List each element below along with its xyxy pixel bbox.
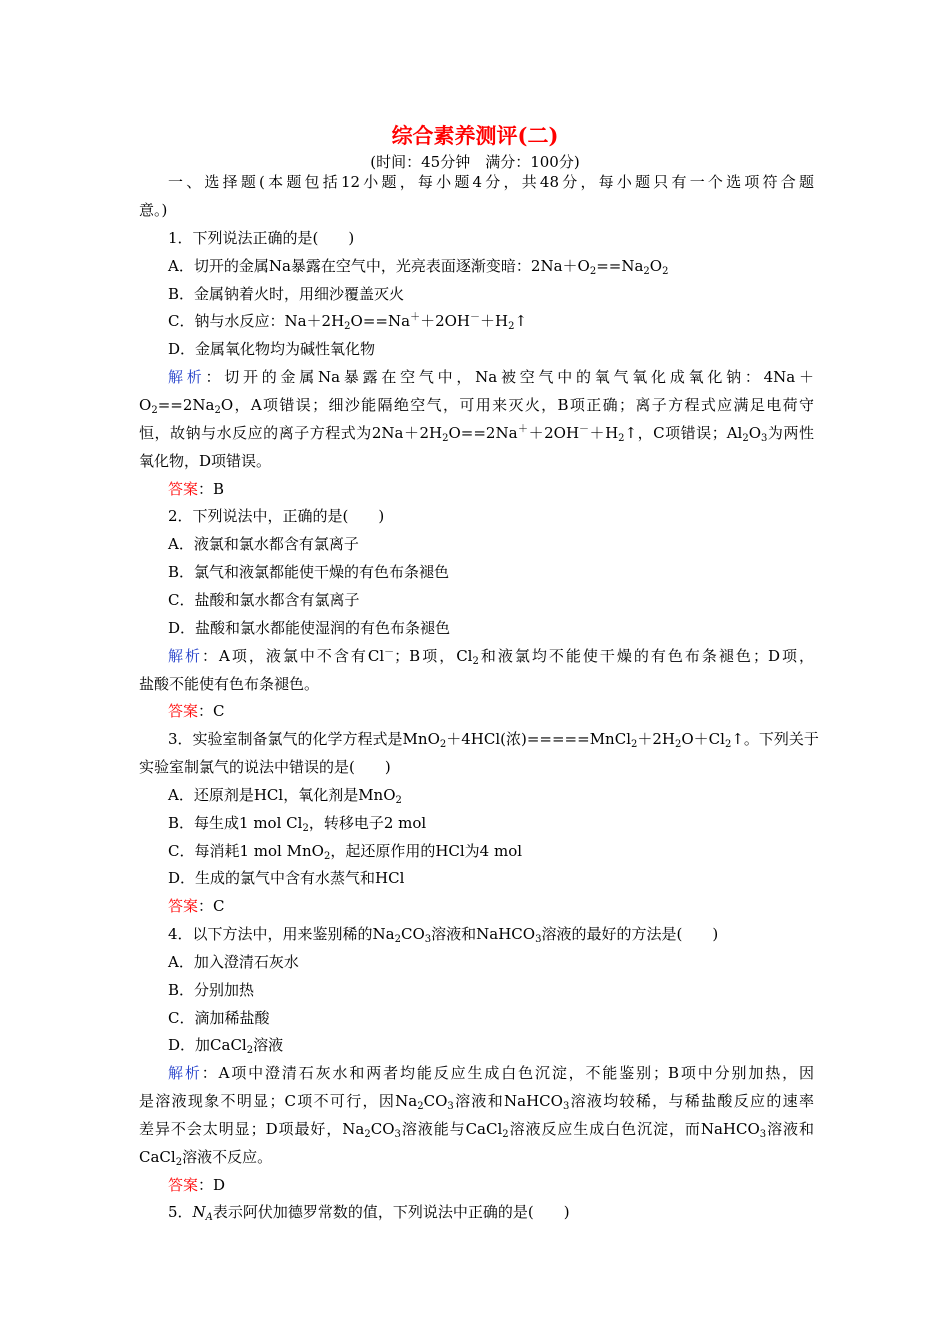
q1-stem: 1．下列说法正确的是( ) <box>168 229 355 247</box>
q2-stem: 2．下列说法中，正确的是( ) <box>168 507 385 525</box>
explanation-label: 解析 <box>168 647 203 665</box>
q1-explanation-line4: 氧化物，D项错误。 <box>139 452 272 470</box>
q1-explanation-line3: 恒，故钠与水反应的离子方程式为$2Na+2H_2O==2Na^++2OH^-+H_2↑$，C项错误；$Al_2O_3$为两性 <box>139 424 814 444</box>
section-heading-line1: 一、选择题(本题包括12小题，每小题4分，共48分，每小题只有一个选项符合题 <box>168 173 814 191</box>
q4-option-a: A．加入澄清石灰水 <box>168 953 299 971</box>
q4-explanation-line4: CaCl$_2$溶液不反应。 <box>139 1148 273 1168</box>
q3-answer: 答案：C <box>168 897 225 915</box>
q4-option-c: C．滴加稀盐酸 <box>168 1009 270 1027</box>
q2-explanation-line2: 盐酸不能使有色布条褪色。 <box>139 675 320 693</box>
q3-option-c: C．每消耗1 mol MnO$_2$，起还原作用的HCl为4 mol <box>168 842 523 862</box>
exam-meta: (时间：45分钟 满分：100分) <box>370 153 580 171</box>
q1-answer: 答案：B <box>168 480 225 498</box>
q4-answer: 答案：D <box>168 1176 226 1194</box>
q1-option-c: C．钠与水反应：$Na+2H_2O==Na^++2OH^-+H_2↑$ <box>168 312 528 332</box>
q1-option-a: A．切开的金属Na暴露在空气中，光亮表面逐渐变暗：$2Na+O_2==Na_2O_2$ <box>168 257 669 277</box>
answer-label: 答案 <box>168 1176 199 1194</box>
q3-option-b: B．每生成1 mol $Cl_2$，转移电子2 mol <box>168 814 427 834</box>
q1-option-d: D．金属氧化物均为碱性氧化物 <box>168 340 376 358</box>
q4-option-d: D．加CaCl$_2$溶液 <box>168 1036 284 1056</box>
q2-option-a: A．液氯和氯水都含有氯离子 <box>168 535 359 553</box>
q3-option-d: D．生成的氯气中含有水蒸气和HCl <box>168 869 405 887</box>
q4-explanation-line3: 差异不会太明显；D项最好，$Na_2CO_3$溶液能与CaCl$_2$溶液反应生成白色沉淀，而NaHCO$_3$溶液和 <box>139 1120 814 1140</box>
answer-label: 答案 <box>168 480 199 498</box>
q3-stem-line1: 3．实验室制备氯气的化学方程式是MnO$_2$＋4HCl(浓)$=====MnCl_2+2H_2O+Cl_2↑$。下列关于 <box>168 730 819 750</box>
explanation-label: 解析 <box>168 1064 202 1082</box>
q3-stem-line2: 实验室制氯气的说法中错误的是( ) <box>139 758 391 776</box>
explanation-label: 解析 <box>168 368 206 386</box>
q1-explanation-line1: 解析：切开的金属Na暴露在空气中，Na被空气中的氧气氧化成氧化钠：4Na＋ <box>168 368 814 386</box>
section-heading-line2: 意。) <box>139 201 168 219</box>
q4-stem: 4．以下方法中，用来鉴别稀的$Na_2CO_3$溶液和NaHCO$_3$溶液的最好的方法是( ) <box>168 925 719 945</box>
q3-option-a: A．还原剂是HCl，氧化剂是MnO$_2$ <box>168 786 402 806</box>
q4-explanation-line2: 是溶液现象不明显；C项不可行，因$Na_2CO_3$溶液和NaHCO$_3$溶液均较稀，与稀盐酸反应的速率 <box>139 1092 814 1112</box>
page-title: 综合素养测评(二) <box>391 123 559 148</box>
q2-explanation-line1: 解析：A项，液氯中不含有Cl－；B项，$Cl_2$和液氯均不能使干燥的有色布条褪色；D项， <box>168 647 814 667</box>
q1-option-b: B．金属钠着火时，用细沙覆盖灭火 <box>168 285 405 303</box>
q1-explanation-line2: $O_2==2Na_2O$，A项错误；细沙能隔绝空气，可用来灭火，B项正确；离子方程式应满足电荷守 <box>139 396 814 416</box>
q5-stem: 5．$N_A$表示阿伏加德罗常数的值，下列说法中正确的是( ) <box>168 1203 570 1223</box>
answer-label: 答案 <box>168 897 199 915</box>
answer-label: 答案 <box>168 702 199 720</box>
q4-explanation-line1: 解析：A项中澄清石灰水和两者均能反应生成白色沉淀，不能鉴别；B项中分别加热，因 <box>168 1064 814 1082</box>
q2-option-c: C．盐酸和氯水都含有氯离子 <box>168 591 360 609</box>
q2-option-d: D．盐酸和氯水都能使湿润的有色布条褪色 <box>168 619 451 637</box>
q2-option-b: B．氯气和液氯都能使干燥的有色布条褪色 <box>168 563 450 581</box>
q4-option-b: B．分别加热 <box>168 981 255 999</box>
q2-answer: 答案：C <box>168 702 225 720</box>
